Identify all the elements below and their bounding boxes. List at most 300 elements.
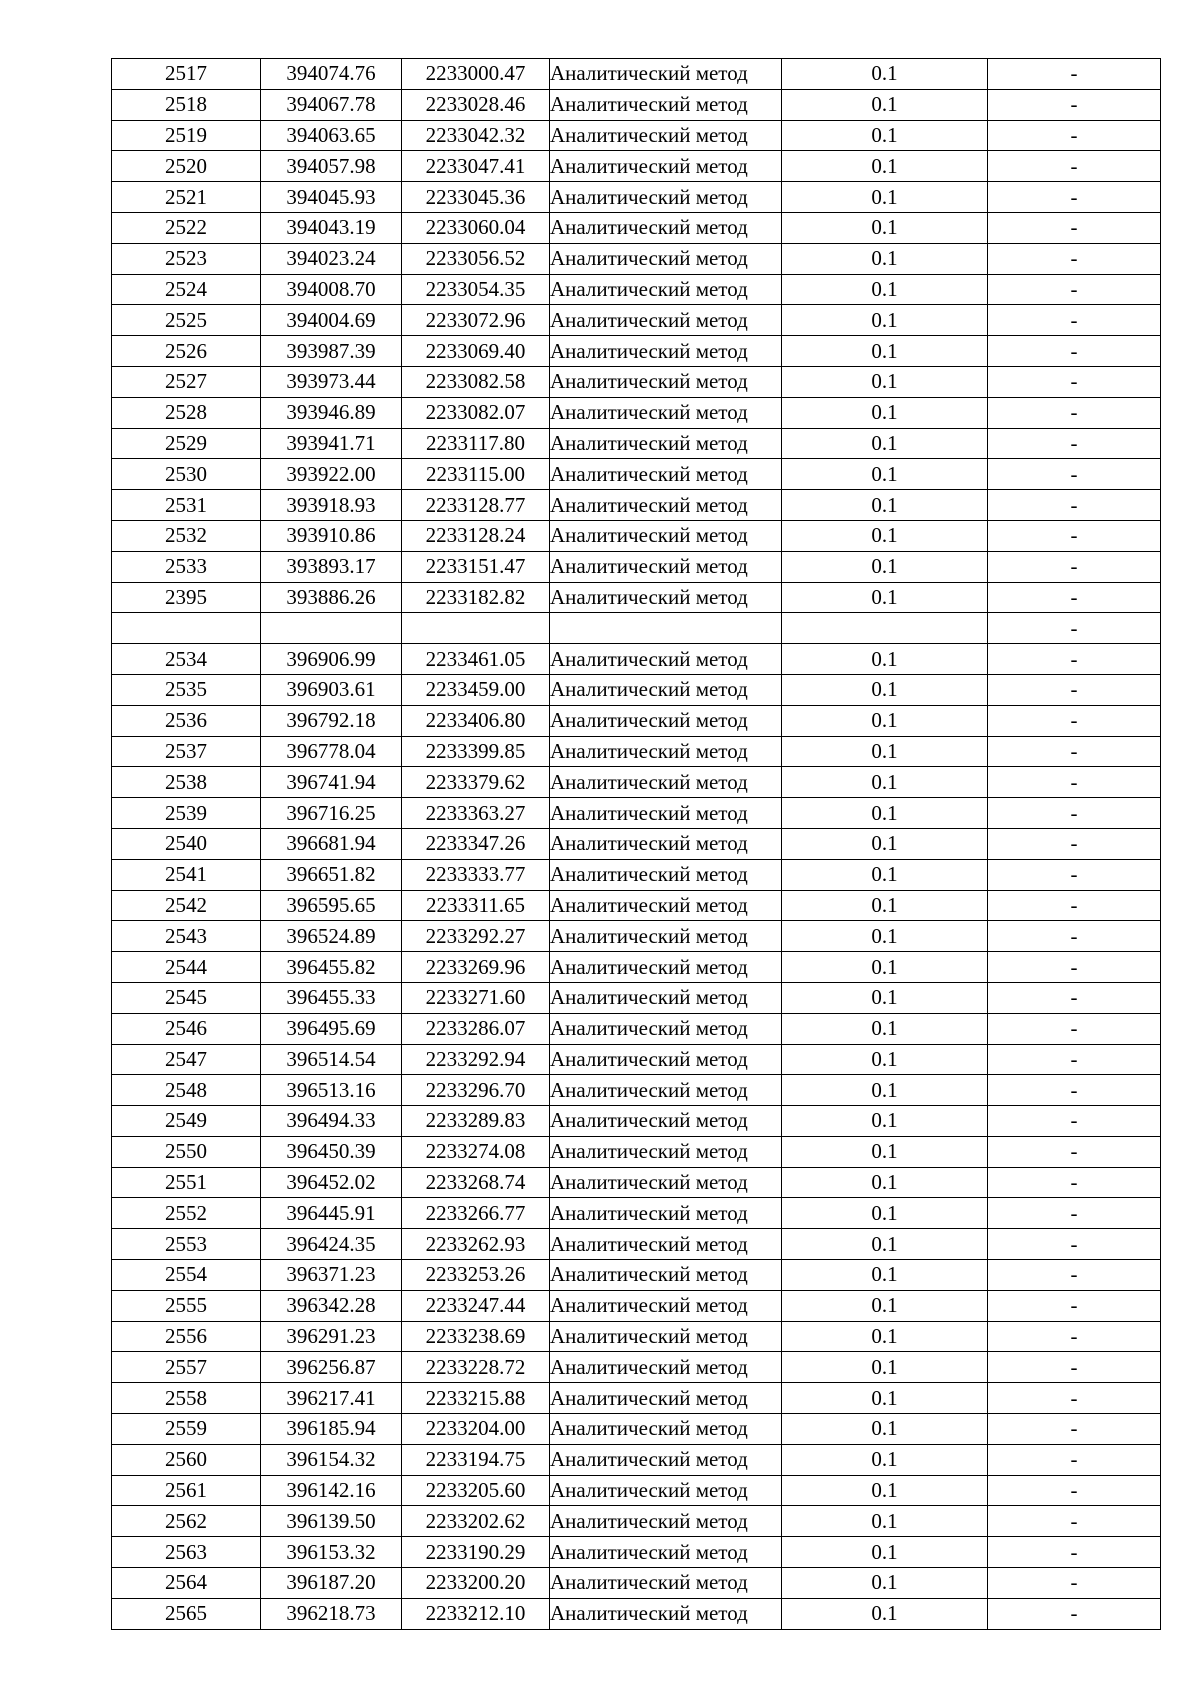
method-cell: Аналитический метод xyxy=(550,336,782,367)
note-cell: - xyxy=(988,859,1161,890)
method-cell: Аналитический метод xyxy=(550,1290,782,1321)
accuracy-cell: 0.1 xyxy=(782,490,988,521)
y-coordinate-cell: 2233045.36 xyxy=(402,182,550,213)
accuracy-cell: 0.1 xyxy=(782,982,988,1013)
y-coordinate-cell: 2233247.44 xyxy=(402,1290,550,1321)
method-cell: Аналитический метод xyxy=(550,1598,782,1629)
method-cell: Аналитический метод xyxy=(550,736,782,767)
accuracy-cell: 0.1 xyxy=(782,1414,988,1445)
table-row xyxy=(112,1537,1161,1568)
accuracy-cell: 0.1 xyxy=(782,890,988,921)
table-row xyxy=(112,1475,1161,1506)
x-coordinate-cell: 396153.32 xyxy=(261,1537,402,1568)
table-row xyxy=(112,1167,1161,1198)
x-coordinate-cell: 396142.16 xyxy=(261,1475,402,1506)
table-row xyxy=(112,952,1161,983)
method-cell: Аналитический метод xyxy=(550,1229,782,1260)
accuracy-cell: 0.1 xyxy=(782,1044,988,1075)
table-row xyxy=(112,1414,1161,1445)
method-cell: Аналитический метод xyxy=(550,952,782,983)
x-coordinate-cell: 393922.00 xyxy=(261,459,402,490)
table-row xyxy=(112,459,1161,490)
point-number-cell: 2549 xyxy=(112,1106,261,1137)
x-coordinate-cell: 396445.91 xyxy=(261,1198,402,1229)
method-cell: Аналитический метод xyxy=(550,582,782,613)
table-row xyxy=(112,1136,1161,1167)
accuracy-cell: 0.1 xyxy=(782,1290,988,1321)
accuracy-cell: 0.1 xyxy=(782,1198,988,1229)
accuracy-cell: 0.1 xyxy=(782,828,988,859)
y-coordinate-cell: 2233228.72 xyxy=(402,1352,550,1383)
table-row xyxy=(112,428,1161,459)
note-cell: - xyxy=(988,1537,1161,1568)
y-coordinate-cell: 2233289.83 xyxy=(402,1106,550,1137)
point-number-cell: 2531 xyxy=(112,490,261,521)
accuracy-cell: 0.1 xyxy=(782,366,988,397)
point-number-cell: 2528 xyxy=(112,397,261,428)
table-row xyxy=(112,305,1161,336)
accuracy-cell: 0.1 xyxy=(782,428,988,459)
accuracy-cell: 0.1 xyxy=(782,1136,988,1167)
point-number-cell: 2530 xyxy=(112,459,261,490)
method-cell: Аналитический метод xyxy=(550,520,782,551)
method-cell: Аналитический метод xyxy=(550,1260,782,1291)
x-coordinate-cell: 396906.99 xyxy=(261,644,402,675)
point-number-cell: 2550 xyxy=(112,1136,261,1167)
y-coordinate-cell: 2233406.80 xyxy=(402,705,550,736)
point-number-cell xyxy=(112,613,261,644)
note-cell: - xyxy=(988,982,1161,1013)
point-number-cell: 2519 xyxy=(112,120,261,151)
x-coordinate-cell: 393886.26 xyxy=(261,582,402,613)
method-cell: Аналитический метод xyxy=(550,1352,782,1383)
note-cell: - xyxy=(988,305,1161,336)
table-row xyxy=(112,212,1161,243)
accuracy-cell: 0.1 xyxy=(782,120,988,151)
accuracy-cell: 0.1 xyxy=(782,551,988,582)
point-number-cell: 2525 xyxy=(112,305,261,336)
note-cell: - xyxy=(988,490,1161,521)
table-row xyxy=(112,551,1161,582)
point-number-cell: 2564 xyxy=(112,1568,261,1599)
note-cell: - xyxy=(988,397,1161,428)
table-row xyxy=(112,1568,1161,1599)
note-cell: - xyxy=(988,428,1161,459)
note-cell: - xyxy=(988,1414,1161,1445)
y-coordinate-cell: 2233082.07 xyxy=(402,397,550,428)
point-number-cell: 2561 xyxy=(112,1475,261,1506)
y-coordinate-cell: 2233128.24 xyxy=(402,520,550,551)
method-cell: Аналитический метод xyxy=(550,1075,782,1106)
note-cell: - xyxy=(988,1352,1161,1383)
point-number-cell: 2560 xyxy=(112,1444,261,1475)
method-cell: Аналитический метод xyxy=(550,182,782,213)
note-cell: - xyxy=(988,1136,1161,1167)
note-cell: - xyxy=(988,582,1161,613)
point-number-cell: 2541 xyxy=(112,859,261,890)
x-coordinate-cell: 396452.02 xyxy=(261,1167,402,1198)
accuracy-cell: 0.1 xyxy=(782,736,988,767)
accuracy-cell: 0.1 xyxy=(782,644,988,675)
method-cell: Аналитический метод xyxy=(550,59,782,90)
y-coordinate-cell: 2233182.82 xyxy=(402,582,550,613)
method-cell: Аналитический метод xyxy=(550,397,782,428)
point-number-cell: 2524 xyxy=(112,274,261,305)
table-row xyxy=(112,151,1161,182)
y-coordinate-cell: 2233204.00 xyxy=(402,1414,550,1445)
note-cell: - xyxy=(988,674,1161,705)
accuracy-cell: 0.1 xyxy=(782,1475,988,1506)
method-cell: Аналитический метод xyxy=(550,1198,782,1229)
y-coordinate-cell: 2233072.96 xyxy=(402,305,550,336)
y-coordinate-cell: 2233292.94 xyxy=(402,1044,550,1075)
method-cell: Аналитический метод xyxy=(550,798,782,829)
point-number-cell: 2558 xyxy=(112,1383,261,1414)
note-cell: - xyxy=(988,59,1161,90)
note-cell: - xyxy=(988,1475,1161,1506)
table-row xyxy=(112,705,1161,736)
y-coordinate-cell: 2233461.05 xyxy=(402,644,550,675)
note-cell: - xyxy=(988,1106,1161,1137)
point-number-cell: 2546 xyxy=(112,1013,261,1044)
point-number-cell: 2551 xyxy=(112,1167,261,1198)
y-coordinate-cell: 2233151.47 xyxy=(402,551,550,582)
y-coordinate-cell xyxy=(402,613,550,644)
x-coordinate-cell: 394063.65 xyxy=(261,120,402,151)
x-coordinate-cell: 394023.24 xyxy=(261,243,402,274)
accuracy-cell: 0.1 xyxy=(782,1568,988,1599)
point-number-cell: 2527 xyxy=(112,366,261,397)
note-cell: - xyxy=(988,1290,1161,1321)
accuracy-cell: 0.1 xyxy=(782,798,988,829)
note-cell: - xyxy=(988,89,1161,120)
note-cell: - xyxy=(988,151,1161,182)
x-coordinate-cell: 396256.87 xyxy=(261,1352,402,1383)
method-cell: Аналитический метод xyxy=(550,1568,782,1599)
accuracy-cell: 0.1 xyxy=(782,151,988,182)
table-row xyxy=(112,921,1161,952)
x-coordinate-cell: 393910.86 xyxy=(261,520,402,551)
method-cell: Аналитический метод xyxy=(550,674,782,705)
table-row xyxy=(112,582,1161,613)
point-number-cell: 2533 xyxy=(112,551,261,582)
x-coordinate-cell: 394057.98 xyxy=(261,151,402,182)
x-coordinate-cell: 396450.39 xyxy=(261,1136,402,1167)
y-coordinate-cell: 2233311.65 xyxy=(402,890,550,921)
method-cell: Аналитический метод xyxy=(550,243,782,274)
x-coordinate-cell: 393918.93 xyxy=(261,490,402,521)
accuracy-cell: 0.1 xyxy=(782,859,988,890)
y-coordinate-cell: 2233082.58 xyxy=(402,366,550,397)
y-coordinate-cell: 2233269.96 xyxy=(402,952,550,983)
point-number-cell: 2542 xyxy=(112,890,261,921)
accuracy-cell: 0.1 xyxy=(782,520,988,551)
x-coordinate-cell: 394067.78 xyxy=(261,89,402,120)
table-row xyxy=(112,366,1161,397)
accuracy-cell: 0.1 xyxy=(782,182,988,213)
accuracy-cell: 0.1 xyxy=(782,459,988,490)
method-cell: Аналитический метод xyxy=(550,705,782,736)
accuracy-cell: 0.1 xyxy=(782,1383,988,1414)
table-row xyxy=(112,644,1161,675)
note-cell: - xyxy=(988,182,1161,213)
table-row xyxy=(112,798,1161,829)
point-number-cell: 2554 xyxy=(112,1260,261,1291)
x-coordinate-cell: 396185.94 xyxy=(261,1414,402,1445)
method-cell: Аналитический метод xyxy=(550,1537,782,1568)
table-row xyxy=(112,1044,1161,1075)
coordinates-table-body xyxy=(112,59,1161,1630)
x-coordinate-cell: 396651.82 xyxy=(261,859,402,890)
note-cell: - xyxy=(988,1167,1161,1198)
y-coordinate-cell: 2233047.41 xyxy=(402,151,550,182)
x-coordinate-cell: 396187.20 xyxy=(261,1568,402,1599)
point-number-cell: 2556 xyxy=(112,1321,261,1352)
note-cell: - xyxy=(988,551,1161,582)
point-number-cell: 2526 xyxy=(112,336,261,367)
note-cell: - xyxy=(988,890,1161,921)
table-row xyxy=(112,1598,1161,1629)
method-cell: Аналитический метод xyxy=(550,428,782,459)
y-coordinate-cell: 2233292.27 xyxy=(402,921,550,952)
accuracy-cell: 0.1 xyxy=(782,1167,988,1198)
point-number-cell: 2518 xyxy=(112,89,261,120)
x-coordinate-cell xyxy=(261,613,402,644)
accuracy-cell: 0.1 xyxy=(782,1537,988,1568)
method-cell: Аналитический метод xyxy=(550,490,782,521)
point-number-cell: 2521 xyxy=(112,182,261,213)
method-cell: Аналитический метод xyxy=(550,1444,782,1475)
accuracy-cell: 0.1 xyxy=(782,1598,988,1629)
table-row xyxy=(112,397,1161,428)
y-coordinate-cell: 2233054.35 xyxy=(402,274,550,305)
y-coordinate-cell: 2233190.29 xyxy=(402,1537,550,1568)
method-cell: Аналитический метод xyxy=(550,890,782,921)
accuracy-cell: 0.1 xyxy=(782,921,988,952)
method-cell: Аналитический метод xyxy=(550,1044,782,1075)
y-coordinate-cell: 2233262.93 xyxy=(402,1229,550,1260)
table-row xyxy=(112,1506,1161,1537)
note-cell: - xyxy=(988,613,1161,644)
table-row xyxy=(112,982,1161,1013)
accuracy-cell: 0.1 xyxy=(782,59,988,90)
point-number-cell: 2544 xyxy=(112,952,261,983)
note-cell: - xyxy=(988,1598,1161,1629)
x-coordinate-cell: 396424.35 xyxy=(261,1229,402,1260)
point-number-cell: 2552 xyxy=(112,1198,261,1229)
note-cell: - xyxy=(988,1321,1161,1352)
y-coordinate-cell: 2233115.00 xyxy=(402,459,550,490)
note-cell: - xyxy=(988,459,1161,490)
table-row xyxy=(112,120,1161,151)
x-coordinate-cell: 396716.25 xyxy=(261,798,402,829)
note-cell: - xyxy=(988,705,1161,736)
table-row xyxy=(112,1383,1161,1414)
x-coordinate-cell: 396778.04 xyxy=(261,736,402,767)
table-row xyxy=(112,182,1161,213)
x-coordinate-cell: 393987.39 xyxy=(261,336,402,367)
accuracy-cell: 0.1 xyxy=(782,705,988,736)
accuracy-cell: 0.1 xyxy=(782,767,988,798)
x-coordinate-cell: 393973.44 xyxy=(261,366,402,397)
x-coordinate-cell: 396681.94 xyxy=(261,828,402,859)
x-coordinate-cell: 396455.82 xyxy=(261,952,402,983)
note-cell: - xyxy=(988,520,1161,551)
accuracy-cell: 0.1 xyxy=(782,952,988,983)
method-cell xyxy=(550,613,782,644)
note-cell: - xyxy=(988,1568,1161,1599)
x-coordinate-cell: 396217.41 xyxy=(261,1383,402,1414)
method-cell: Аналитический метод xyxy=(550,305,782,336)
method-cell: Аналитический метод xyxy=(550,1136,782,1167)
note-cell: - xyxy=(988,767,1161,798)
x-coordinate-cell: 396218.73 xyxy=(261,1598,402,1629)
note-cell: - xyxy=(988,736,1161,767)
table-row xyxy=(112,274,1161,305)
method-cell: Аналитический метод xyxy=(550,921,782,952)
point-number-cell: 2548 xyxy=(112,1075,261,1106)
x-coordinate-cell: 396455.33 xyxy=(261,982,402,1013)
table-row xyxy=(112,767,1161,798)
note-cell: - xyxy=(988,120,1161,151)
method-cell: Аналитический метод xyxy=(550,828,782,859)
note-cell: - xyxy=(988,921,1161,952)
y-coordinate-cell: 2233379.62 xyxy=(402,767,550,798)
x-coordinate-cell: 393941.71 xyxy=(261,428,402,459)
point-number-cell: 2555 xyxy=(112,1290,261,1321)
note-cell: - xyxy=(988,243,1161,274)
accuracy-cell: 0.1 xyxy=(782,305,988,336)
x-coordinate-cell: 396741.94 xyxy=(261,767,402,798)
accuracy-cell: 0.1 xyxy=(782,397,988,428)
accuracy-cell: 0.1 xyxy=(782,274,988,305)
point-number-cell: 2543 xyxy=(112,921,261,952)
x-coordinate-cell: 394008.70 xyxy=(261,274,402,305)
table-row xyxy=(112,490,1161,521)
point-number-cell: 2520 xyxy=(112,151,261,182)
table-row xyxy=(112,1013,1161,1044)
table-row xyxy=(112,736,1161,767)
table-row xyxy=(112,613,1161,644)
accuracy-cell: 0.1 xyxy=(782,212,988,243)
y-coordinate-cell: 2233194.75 xyxy=(402,1444,550,1475)
point-number-cell: 2522 xyxy=(112,212,261,243)
y-coordinate-cell: 2233069.40 xyxy=(402,336,550,367)
point-number-cell: 2553 xyxy=(112,1229,261,1260)
table-row xyxy=(112,1352,1161,1383)
method-cell: Аналитический метод xyxy=(550,212,782,243)
table-row xyxy=(112,890,1161,921)
method-cell: Аналитический метод xyxy=(550,1414,782,1445)
note-cell: - xyxy=(988,212,1161,243)
note-cell: - xyxy=(988,1383,1161,1414)
x-coordinate-cell: 396524.89 xyxy=(261,921,402,952)
accuracy-cell xyxy=(782,613,988,644)
note-cell: - xyxy=(988,1506,1161,1537)
y-coordinate-cell: 2233459.00 xyxy=(402,674,550,705)
x-coordinate-cell: 396495.69 xyxy=(261,1013,402,1044)
point-number-cell: 2539 xyxy=(112,798,261,829)
point-number-cell: 2563 xyxy=(112,1537,261,1568)
method-cell: Аналитический метод xyxy=(550,120,782,151)
accuracy-cell: 0.1 xyxy=(782,243,988,274)
point-number-cell: 2523 xyxy=(112,243,261,274)
accuracy-cell: 0.1 xyxy=(782,1444,988,1475)
x-coordinate-cell: 396291.23 xyxy=(261,1321,402,1352)
table-row xyxy=(112,1290,1161,1321)
method-cell: Аналитический метод xyxy=(550,459,782,490)
x-coordinate-cell: 393946.89 xyxy=(261,397,402,428)
accuracy-cell: 0.1 xyxy=(782,336,988,367)
point-number-cell: 2562 xyxy=(112,1506,261,1537)
table-row xyxy=(112,1444,1161,1475)
method-cell: Аналитический метод xyxy=(550,767,782,798)
point-number-cell: 2395 xyxy=(112,582,261,613)
x-coordinate-cell: 396514.54 xyxy=(261,1044,402,1075)
y-coordinate-cell: 2233238.69 xyxy=(402,1321,550,1352)
method-cell: Аналитический метод xyxy=(550,274,782,305)
note-cell: - xyxy=(988,1260,1161,1291)
x-coordinate-cell: 394043.19 xyxy=(261,212,402,243)
method-cell: Аналитический метод xyxy=(550,644,782,675)
y-coordinate-cell: 2233128.77 xyxy=(402,490,550,521)
table-row xyxy=(112,1321,1161,1352)
table-row xyxy=(112,243,1161,274)
y-coordinate-cell: 2233399.85 xyxy=(402,736,550,767)
point-number-cell: 2537 xyxy=(112,736,261,767)
point-number-cell: 2535 xyxy=(112,674,261,705)
accuracy-cell: 0.1 xyxy=(782,1229,988,1260)
y-coordinate-cell: 2233271.60 xyxy=(402,982,550,1013)
accuracy-cell: 0.1 xyxy=(782,1260,988,1291)
x-coordinate-cell: 396513.16 xyxy=(261,1075,402,1106)
note-cell: - xyxy=(988,798,1161,829)
table-row xyxy=(112,336,1161,367)
y-coordinate-cell: 2233333.77 xyxy=(402,859,550,890)
x-coordinate-cell: 396371.23 xyxy=(261,1260,402,1291)
accuracy-cell: 0.1 xyxy=(782,1013,988,1044)
method-cell: Аналитический метод xyxy=(550,366,782,397)
y-coordinate-cell: 2233253.26 xyxy=(402,1260,550,1291)
table-row xyxy=(112,1198,1161,1229)
note-cell: - xyxy=(988,1229,1161,1260)
point-number-cell: 2538 xyxy=(112,767,261,798)
accuracy-cell: 0.1 xyxy=(782,674,988,705)
point-number-cell: 2532 xyxy=(112,520,261,551)
x-coordinate-cell: 396342.28 xyxy=(261,1290,402,1321)
y-coordinate-cell: 2233215.88 xyxy=(402,1383,550,1414)
accuracy-cell: 0.1 xyxy=(782,1506,988,1537)
y-coordinate-cell: 2233268.74 xyxy=(402,1167,550,1198)
method-cell: Аналитический метод xyxy=(550,151,782,182)
y-coordinate-cell: 2233212.10 xyxy=(402,1598,550,1629)
table-row xyxy=(112,828,1161,859)
x-coordinate-cell: 394004.69 xyxy=(261,305,402,336)
y-coordinate-cell: 2233266.77 xyxy=(402,1198,550,1229)
y-coordinate-cell: 2233205.60 xyxy=(402,1475,550,1506)
note-cell: - xyxy=(988,1198,1161,1229)
x-coordinate-cell: 394045.93 xyxy=(261,182,402,213)
y-coordinate-cell: 2233202.62 xyxy=(402,1506,550,1537)
method-cell: Аналитический метод xyxy=(550,1167,782,1198)
y-coordinate-cell: 2233347.26 xyxy=(402,828,550,859)
table-row xyxy=(112,59,1161,90)
x-coordinate-cell: 394074.76 xyxy=(261,59,402,90)
note-cell: - xyxy=(988,1044,1161,1075)
method-cell: Аналитический метод xyxy=(550,859,782,890)
x-coordinate-cell: 393893.17 xyxy=(261,551,402,582)
accuracy-cell: 0.1 xyxy=(782,1075,988,1106)
